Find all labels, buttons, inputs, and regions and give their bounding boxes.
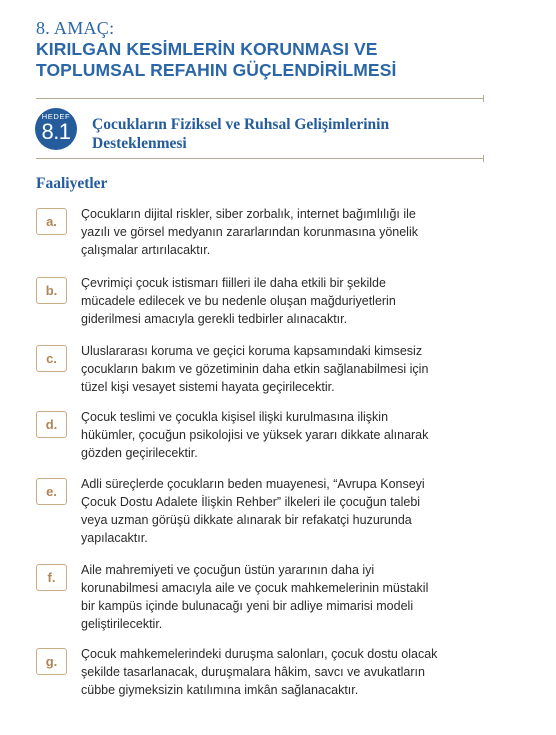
- activity-letter: b.: [36, 277, 67, 304]
- divider-top: [36, 98, 483, 99]
- activity-text: [81, 274, 499, 328]
- activity-line: cübbe giymeksizin katılımına imkân sağlanacaktır.: [81, 683, 359, 697]
- activity-line: hükümler, çocuğun psikolojisi ve yüksek yararı dikkate alınarak: [81, 428, 429, 442]
- activity-line: bir kampüs içinde bulunacağı yeni bir adliye mimarisi modeli: [81, 599, 414, 613]
- target-badge: [35, 108, 77, 150]
- activity-line: tüzel kişi vesayet sistemi hayata geçirilecektir.: [81, 380, 335, 394]
- target-title-line: Çocukların Fiziksel ve Ruhsal Gelişimlerinin: [92, 116, 390, 133]
- activity-text: [81, 645, 499, 699]
- activity-line: korunabilmesi amacıyla aile ve çocuk mahkemelerinin müstakil: [81, 581, 429, 595]
- goal-title-line: KIRILGAN KESİMLERİN KORUNMASI VE: [36, 39, 378, 59]
- goal-title-line: TOPLUMSAL REFAHIN GÜÇLENDİRİLMESİ: [36, 60, 397, 80]
- activity-line: çocukların bakım ve gözetiminin daha etkin sağlanabilmesi için: [81, 362, 429, 376]
- activity-line: Çevrimiçi çocuk istismarı fiilleri ile daha etkili bir şekilde: [81, 276, 386, 290]
- goal-title: [36, 39, 496, 81]
- activity-line: Çocuk teslimi ve çocukla kişisel ilişki kurulmasına ilişkin: [81, 410, 389, 424]
- activity-line: yazılı ve görsel medyanın zararlarından korunmasına yönelik: [81, 225, 418, 239]
- activity-letter: f.: [36, 564, 67, 591]
- activity-line: geliştirilecektir.: [81, 617, 163, 631]
- target-badge-label: HEDEF: [41, 112, 71, 121]
- activity-letter: d.: [36, 411, 67, 438]
- activity-line: mücadele edilecek ve bu nedenle oluşan mağduriyetlerin: [81, 294, 396, 308]
- target-title: [92, 115, 492, 153]
- activity-line: şekilde tasarlanacak, duruşmalara hâkim, savcı ve avukatların: [81, 665, 425, 679]
- activity-line: Aile mahremiyeti ve çocuğun üstün yararının daha iyi: [81, 563, 375, 577]
- activity-text: [81, 205, 499, 259]
- divider-bottom: [36, 158, 483, 159]
- activity-letter: g.: [36, 648, 67, 675]
- activity-letter: c.: [36, 345, 67, 372]
- activity-text: [81, 342, 499, 396]
- activity-line: Çocuk mahkemelerindeki duruşma salonları, çocuk dostu olacak: [81, 647, 438, 661]
- activity-text: [81, 408, 499, 462]
- activity-line: gözden geçirilecektir.: [81, 446, 198, 460]
- activity-line: veya uzman görüşü dikkate alınarak bir refakatçi huzurunda: [81, 513, 412, 527]
- activity-line: yapılacaktır.: [81, 531, 148, 545]
- target-title-line: Desteklenmesi: [92, 135, 187, 152]
- target-badge-number: 8.1: [41, 119, 71, 144]
- goal-number: 8. AMAÇ:: [36, 18, 115, 38]
- activity-line: Adli süreçlerde çocukların beden muayenesi, “Avrupa Konseyi: [81, 477, 425, 491]
- activity-line: giderilmesi amacıyla gerekli tedbirler alınacaktır.: [81, 312, 348, 326]
- activity-line: Uluslararası koruma ve geçici koruma kapsamındaki kimsesiz: [81, 344, 423, 358]
- goal-header: [36, 18, 496, 81]
- activities-heading: Faaliyetler: [36, 175, 108, 192]
- activity-text: [81, 561, 499, 633]
- activity-letter: e.: [36, 478, 67, 505]
- activity-line: Çocuk Dostu Adalete İlişkin Rehber” ilkeleri ile çocuğun talebi: [81, 495, 421, 509]
- activity-line: çalışmalar artırılacaktır.: [81, 243, 211, 257]
- activity-line: Çocukların dijital riskler, siber zorbalık, internet bağımlılığı ile: [81, 207, 416, 221]
- activity-letter: a.: [36, 208, 67, 235]
- activity-text: [81, 475, 499, 547]
